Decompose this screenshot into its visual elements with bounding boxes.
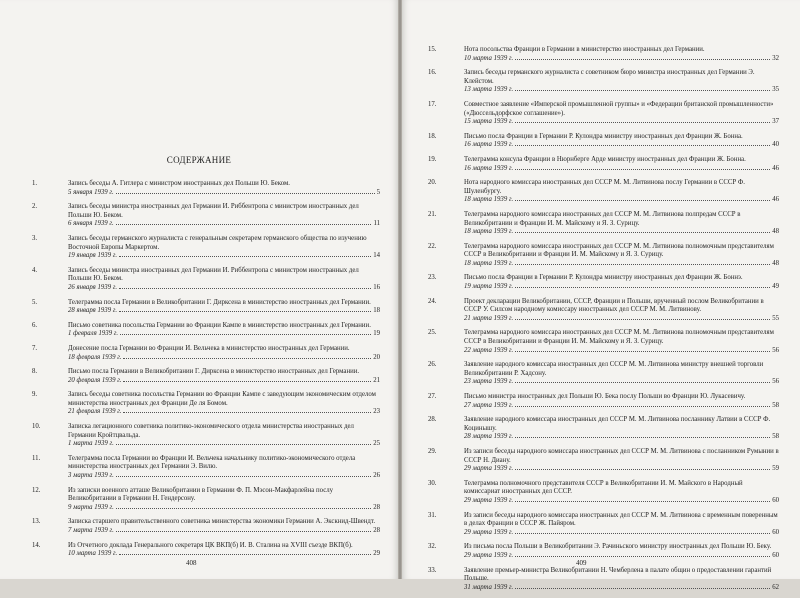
entry-date: 23 марта 1939 г. [464,378,514,386]
entry-title: Нота посольства Франции в Германии в министерство иностранных дел Германии. [464,46,705,53]
entry-page: 25 [373,440,380,448]
toc-entry [424,211,779,237]
entry-date-line [68,252,380,261]
entry-number: 2. [32,203,38,211]
dot-leader [515,287,770,288]
entry-date-line [464,118,779,127]
entry-page: 5 [376,188,380,196]
entry-date: 28 января 1939 г. [68,307,118,315]
dot-leader [515,169,770,170]
entry-title: Записка старшего правительственного советника министерства экономики Германии А. Экскнид-Швендт. [68,518,376,526]
entry-page: 58 [772,401,779,409]
entry-date-line [68,307,380,316]
contents-heading: СОДЕРЖАНИЕ [166,155,232,165]
entry-date-line [464,141,779,150]
entry-page: 58 [772,433,779,441]
toc-entry [28,203,380,229]
entry-page: 59 [772,465,779,473]
dot-leader [116,224,372,225]
dot-leader [116,193,375,194]
toc-list-right [424,46,779,598]
toc-entry [28,542,380,559]
entry-page: 49 [772,283,779,291]
entry-page: 60 [772,528,779,536]
dot-leader [515,469,770,470]
entry-number: 31. [428,511,437,519]
entry-page: 55 [772,314,779,322]
toc-entry [424,480,779,506]
toc-entry [28,322,380,339]
entry-title: Из записи беседы народного комиссара иностранных дел СССР М. М. Литвинова с посланником Румынии в СССР Н. Диану. [464,447,779,464]
entry-date: 18 февраля 1939 г. [68,353,122,361]
dot-leader [123,381,371,382]
entry-date-line [68,550,380,559]
entry-title: Заявление народного комиссара иностранных дел СССР М. М. Литвинова министру внешней торговли Великобритании Р. Хадсону. [464,361,764,377]
entry-title: Запись беседы германского журналиста с генеральным секретарем германского общества по изучению Восточной Европы Маркертом. [68,234,367,251]
entry-title: Заявление премьер-министра Великобритании Н. Чемберлена в палате общин о предоставлении гарантий Польше. [464,566,772,583]
entry-date: 28 марта 1939 г. [464,433,514,441]
entry-date-line [464,260,779,269]
entry-page: 40 [772,141,779,149]
entry-number: 5. [32,298,38,306]
dot-leader [515,556,770,557]
entry-page: 37 [772,118,779,126]
entry-date: 1 февраля 1939 г. [68,330,119,338]
entry-page: 28 [373,527,380,534]
entry-number: 6. [32,321,38,329]
dot-leader [515,90,770,91]
entry-page: 19 [373,330,380,338]
entry-page: 48 [772,228,779,236]
entry-number: 26. [428,361,437,369]
entry-date-line [464,315,779,324]
entry-number: 3. [32,234,38,242]
entry-date: 22 марта 1939 г. [464,346,514,354]
entry-date-line [68,284,380,293]
entry-title: Письмо советника посольства Германии во Франции Кампе в министерство иностранных дел Германии. [68,321,371,329]
toc-entry [424,329,779,355]
entry-date: 16 марта 1939 г. [464,141,514,149]
entry-page: 46 [772,164,779,172]
entry-date: 18 марта 1939 г. [464,259,514,267]
entry-title: Из записки военного атташе Великобритании в Германии Ф. П. Мэсон-Макфарлейна послу Великобритании в Германии Н. Гендерсону. [68,486,334,503]
toc-entry [28,368,380,385]
entry-title: Из Отчетного доклада Генерального секретаря ЦК ВКП(б) И. В. Сталина на XVIII съезде ВКП(б). [68,541,353,549]
dot-leader [515,351,770,352]
entry-title: Из письма посла Польши в Великобритании Э. Рачиньского министру иностранных дел Польши Ю. Беку. [464,543,772,551]
dot-leader [515,232,770,233]
entry-date-line [464,196,779,205]
dot-leader [116,508,371,509]
toc-entry [424,567,779,593]
toc-entry [424,133,779,150]
entry-number: 4. [32,266,38,274]
entry-date-line [68,504,380,513]
entry-title: Запись беседы министра иностранных дел Германии И. Риббентропа с министром иностранных дел Польши Ю. Беком. [68,203,359,219]
entry-number: 32. [428,543,437,551]
entry-date: 21 марта 1939 г. [464,314,514,322]
entry-page: 29 [373,550,380,558]
dot-leader [123,358,371,359]
entry-date-line [464,497,779,506]
entry-title: Телеграмма посла Германии во Франции И. Вельчека начальнику политико-экономического отдела министерства иностранных дел Германии Э. Вилю. [68,454,356,471]
toc-entry [28,345,380,362]
dot-leader [515,59,770,60]
entry-date: 19 марта 1939 г. [464,283,514,291]
entry-number: 29. [428,447,437,455]
entry-title: Запись беседы советника посольства Германии во Франции Кампе с заведующим экономическим отделом министерства иностранных дел Франции Де ля Бомом. [68,391,376,407]
toc-entry [424,393,779,410]
toc-entry [28,518,380,535]
entry-number: 12. [32,486,41,494]
entry-date-line [68,440,380,449]
dot-leader [515,200,770,201]
toc-entry [28,180,380,197]
toc-entry [424,156,779,173]
toc-entry [28,487,380,513]
toc-entry [424,512,779,538]
entry-date: 9 марта 1939 г. [68,503,114,511]
toc-entry [424,543,779,560]
toc-entry [28,423,380,449]
entry-date: 3 марта 1939 г. [68,472,114,480]
right-page [402,0,800,591]
entry-number: 27. [428,393,437,400]
entry-date-line [464,465,779,474]
dot-leader [515,406,770,407]
toc-entry [28,267,380,293]
entry-number: 19. [428,155,437,163]
entry-date: 10 марта 1939 г. [464,54,514,62]
entry-title: Телеграмма посла Германии в Великобритании Г. Дирксена в министерство иностранных дел Германии. [68,298,371,306]
entry-page: 32 [772,54,779,62]
entry-date-line [464,228,779,237]
entry-page: 26 [373,472,380,480]
toc-entry [28,455,380,481]
entry-page: 11 [373,220,380,228]
entry-date: 29 марта 1939 г. [464,465,514,473]
entry-date-line [68,527,380,536]
entry-date: 19 января 1939 г. [68,252,118,260]
left-page [0,0,398,579]
entry-number: 22. [428,242,437,250]
entry-number: 24. [428,297,437,305]
dot-leader [515,319,770,320]
entry-title: Проект декларации Великобритании, СССР, Франции и Польши, врученный послом Великобритании в СССР У. Силсом народному комиссару иностранных дел СССР М. М. Литвинову. [464,297,764,314]
entry-number: 30. [428,479,437,487]
dot-leader [515,588,770,589]
entry-date-line [464,529,779,538]
entry-page: 18 [373,307,380,315]
dot-leader [116,531,371,532]
entry-title: Письмо посла Германии в Великобритании Г. Дирксена в министерство иностранных дел Германии. [68,368,360,376]
dot-leader [515,437,770,438]
entry-title: Телеграмма народного комиссара иностранных дел СССР М. М. Литвинова полпредам СССР в Великобритании и Франции И. М. Майскому и Я. З. Сурицу. [464,210,741,227]
entry-date: 27 марта 1939 г. [464,401,514,409]
toc-entry [424,179,779,205]
entry-number: 7. [32,344,38,352]
dot-leader [119,288,371,289]
entry-title: Нота народного комиссара иностранных дел СССР М. М. Литвинова послу Германии в СССР Ф. Шуленбургу. [464,179,745,195]
entry-date: 31 марта 1939 г. [464,583,514,591]
entry-number: 23. [428,274,437,282]
entry-date: 29 марта 1939 г. [464,496,514,504]
entry-date: 21 февраля 1939 г. [68,408,122,416]
entry-date: 18 марта 1939 г. [464,196,514,204]
entry-date-line [68,330,380,339]
entry-number: 25. [428,329,437,337]
entry-number: 9. [32,391,38,399]
entry-date-line [464,552,779,561]
dot-leader [119,256,371,257]
toc-list-left [28,180,380,565]
entry-date: 7 марта 1939 г. [68,527,114,534]
entry-date: 26 января 1939 г. [68,283,118,291]
entry-date-line [68,220,380,229]
dot-leader [515,145,770,146]
entry-number: 16. [428,69,437,77]
entry-number: 15. [428,46,437,53]
entry-title: Письмо министра иностранных дел Польши Ю. Бека послу Польши во Франции Ю. Лукасевичу. [464,393,746,400]
entry-title: Запись беседы германского журналиста с советником бюро министра иностранных дел Германии Э. Клейстом. [464,69,755,85]
entry-number: 1. [32,180,38,187]
page-number: 408 [186,559,197,567]
entry-date: 18 марта 1939 г. [464,228,514,236]
entry-title: Совместное заявление «Имперской промышленной группы» и «Федерации британской промышленности» («Дюссельдорфское соглашение»). [464,100,774,117]
entry-date-line [464,347,779,356]
entry-title: Телеграмма народного комиссара иностранных дел СССР М. М. Литвинова полномочным представителям СССР в Великобритании и Франции И. М. Майскому и Я. З. Сурицу. [464,329,774,346]
entry-number: 11. [32,454,41,462]
entry-page: 16 [373,283,380,291]
dot-leader [515,122,770,123]
toc-entry [28,299,380,316]
entry-number: 20. [428,179,437,187]
entry-date-line [68,354,380,363]
entry-date-line [464,402,779,411]
entry-page: 28 [373,503,380,511]
toc-entry [424,46,779,63]
toc-entry [424,69,779,95]
entry-title: Донесение посла Германии во Франции И. Вельчека в министерство иностранных дел Германии. [68,344,350,352]
entry-date: 10 марта 1939 г. [68,550,118,558]
dot-leader [515,382,770,383]
entry-title: Запись беседы министра иностранных дел Германии И. Риббентропа с министром иностранных дел Польши Ю. Беком. [68,266,359,283]
dot-leader [515,501,770,502]
dot-leader [515,264,770,265]
entry-page: 60 [772,551,779,559]
entry-date-line [68,189,380,198]
entry-title: Письмо посла Франции в Германии Р. Кулондра министру иностранных дел Франции Ж. Боннэ. [464,274,743,282]
dot-leader [120,334,371,335]
dot-leader [123,412,371,413]
entry-date-line [464,165,779,174]
page-number: 409 [576,559,587,567]
entry-page: 21 [373,376,380,384]
toc-entry [424,274,779,291]
entry-title: Из записи беседы народного комиссара иностранных дел СССР М. М. Литвинова с временным поверенным в делах Франции в СССР Ж. Пайяром. [464,511,778,528]
dot-leader [116,444,371,445]
toc-entry [424,101,779,127]
entry-date: 13 марта 1939 г. [464,86,514,94]
entry-date-line [68,408,380,417]
toc-entry [424,448,779,474]
entry-date: 1 марта 1939 г. [68,440,114,448]
entry-number: 21. [428,210,437,218]
entry-date-line [68,377,380,386]
entry-date-line [464,378,779,387]
entry-page: 20 [373,353,380,361]
toc-entry [424,361,779,387]
toc-entry [424,243,779,269]
entry-page: 23 [373,408,380,416]
entry-number: 8. [32,368,38,376]
entry-number: 17. [428,100,437,108]
entry-number: 13. [32,518,41,526]
entry-page: 56 [772,346,779,354]
entry-title: Телеграмма консула Франции в Нюрнберге Арде министру иностранных дел Франции Ж. Бонна. [464,155,746,163]
entry-page: 48 [772,259,779,267]
toc-entry [28,235,380,261]
entry-date: 6 января 1939 г. [68,220,114,228]
entry-page: 62 [772,583,779,591]
entry-number: 10. [32,423,41,431]
entry-date-line [464,584,779,593]
entry-date: 16 марта 1939 г. [464,164,514,172]
entry-page: 35 [772,86,779,94]
dot-leader [119,554,371,555]
entry-date-line [464,55,779,64]
toc-entry [28,391,380,417]
entry-page: 56 [772,378,779,386]
dot-leader [119,311,371,312]
entry-date: 20 февраля 1939 г. [68,376,122,384]
entry-date: 5 января 1939 г. [68,188,114,196]
entry-date: 29 марта 1939 г. [464,551,514,559]
entry-number: 14. [32,541,41,549]
entry-page: 60 [772,496,779,504]
entry-title: Записка легационного советника политико-экономического отдела министерства иностранных дел Германии Кройтцвальда. [68,423,354,439]
entry-page: 46 [772,196,779,204]
entry-date-line [464,433,779,442]
entry-date-line [464,283,779,292]
entry-page: 14 [373,252,380,260]
entry-title: Запись беседы А. Гитлера с министром иностранных дел Польши Ю. Беком. [68,180,290,187]
entry-date-line [464,86,779,95]
dot-leader [116,476,371,477]
entry-number: 28. [428,416,437,424]
entry-date-line [68,472,380,481]
entry-title: Письмо посла Франции в Германии Р. Кулондра министру иностранных дел Франции Ж. Бонна. [464,132,743,140]
entry-number: 33. [428,566,437,574]
entry-date: 15 марта 1939 г. [464,118,514,126]
entry-title: Заявление народного комиссара иностранных дел СССР М. М. Литвинова посланнику Латвии в СССР Ф. Коцинышу. [464,416,771,432]
dot-leader [515,533,770,534]
entry-title: Телеграмма народного комиссара иностранных дел СССР М. М. Литвинова полномочным представителям СССР в Великобритании и Франции И. М. Майскому и Я. З. Сурицу. [464,242,774,259]
entry-number: 18. [428,132,437,140]
toc-entry [424,416,779,442]
entry-date: 29 марта 1939 г. [464,528,514,536]
toc-entry [424,298,779,324]
entry-title: Телеграмма полномочного представителя СССР в Великобритании И. М. Майского в Народный комиссариат иностранных дел СССР. [464,479,743,496]
